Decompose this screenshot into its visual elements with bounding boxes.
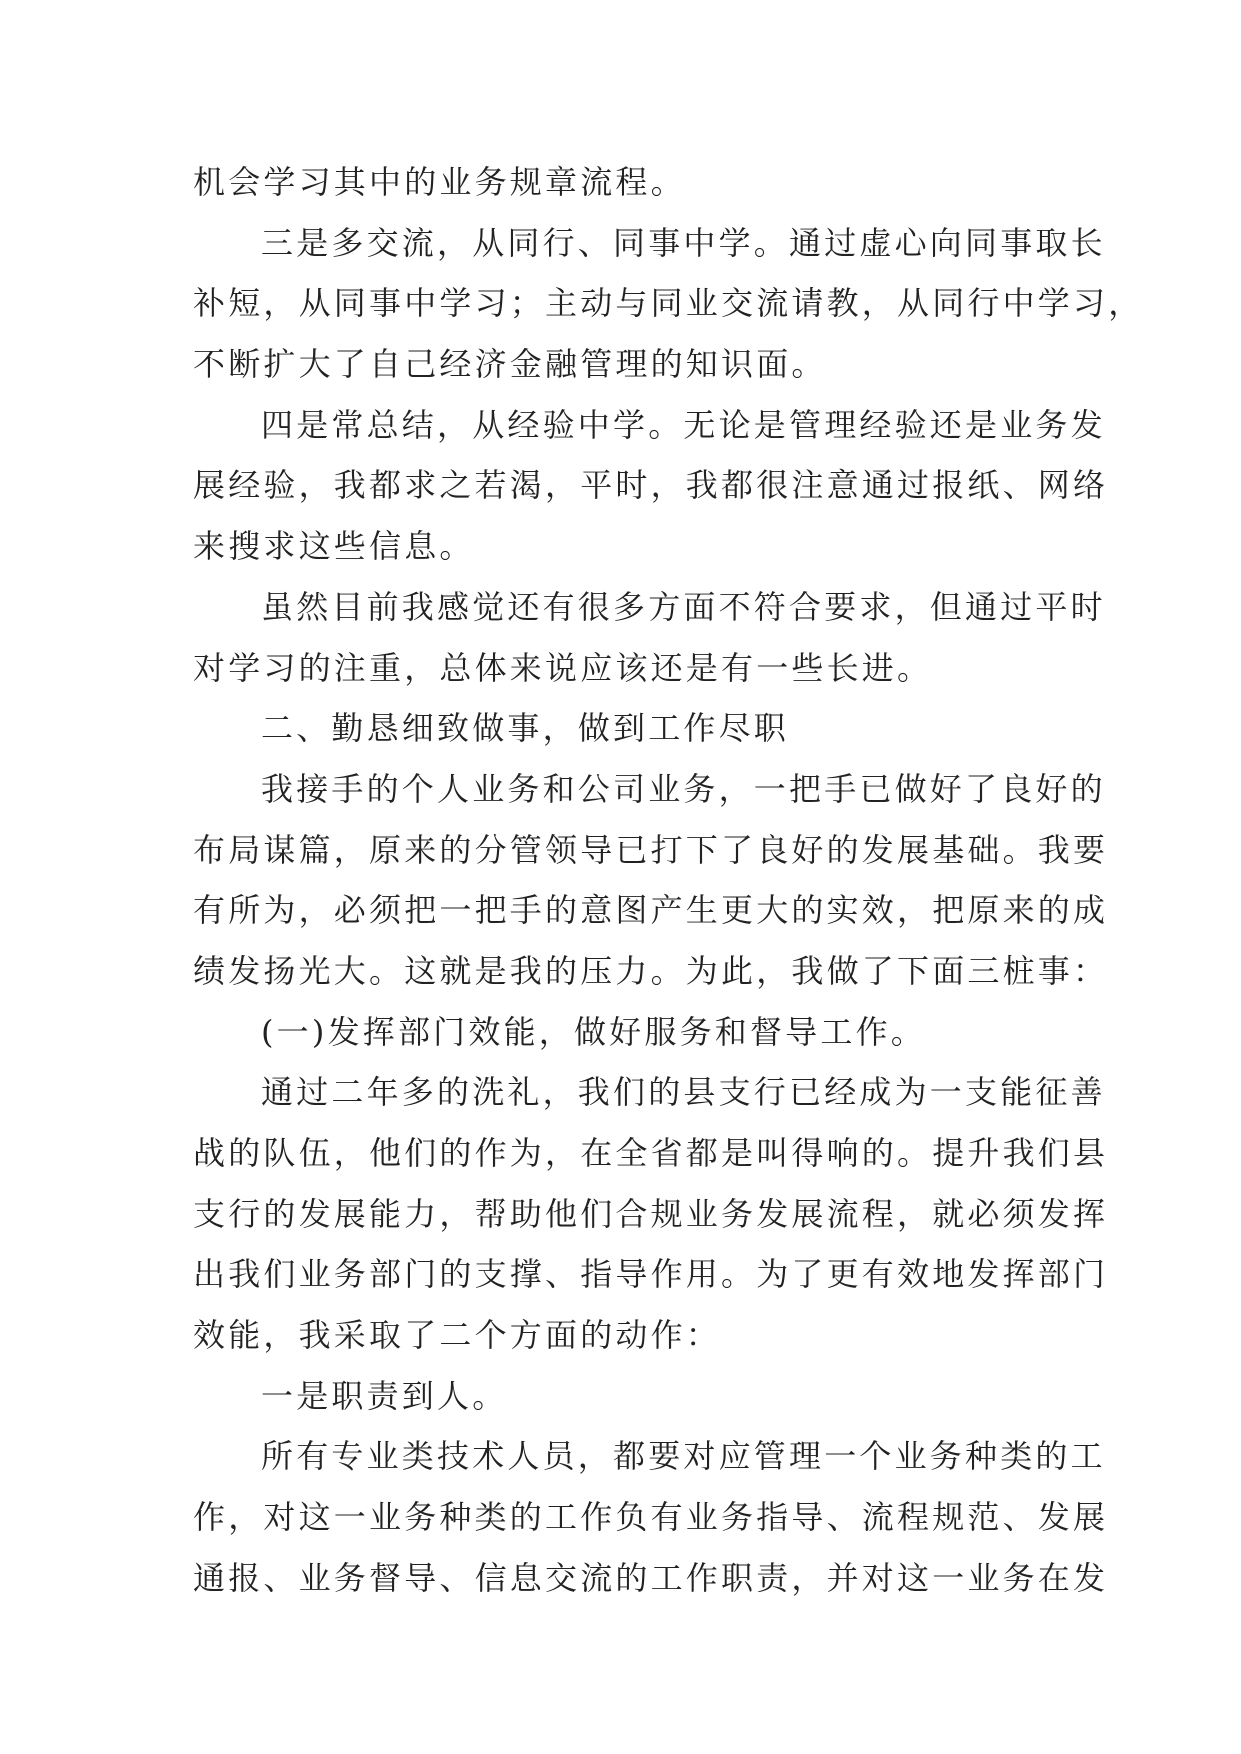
text-line: 有所为，必须把一把手的意图产生更大的实效，把原来的成 [193, 891, 1109, 930]
text-line: 布局谋篇，原来的分管领导已打下了良好的发展基础。我要 [193, 830, 1109, 869]
text-line: 通过二年多的洗礼，我们的县支行已经成为一支能征善 [261, 1073, 1106, 1112]
text-line: 二、勤恳细致做事，做到工作尽职 [261, 709, 790, 748]
text-line: 展经验，我都求之若渴，平时，我都很注意通过报纸、网络 [193, 466, 1109, 505]
text-line: 出我们业务部门的支撑、指导作用。为了更有效地发挥部门 [193, 1255, 1109, 1294]
text-line: 通报、业务督导、信息交流的工作职责，并对这一业务在发 [193, 1558, 1109, 1597]
text-line: 不断扩大了自己经济金融管理的知识面。 [193, 345, 827, 384]
text-line: 虽然目前我感觉还有很多方面不符合要求，但通过平时 [261, 587, 1106, 626]
text-line: 所有专业类技术人员，都要对应管理一个业务种类的工 [261, 1437, 1106, 1476]
text-line: 对学习的注重，总体来说应该还是有一些长进。 [193, 648, 933, 687]
text-line: 四是常总结，从经验中学。无论是管理经验还是业务发 [261, 405, 1106, 444]
text-line: 战的队伍，他们的作为，在全省都是叫得响的。提升我们县 [193, 1134, 1109, 1172]
text-line: 补短，从同事中学习；主动与同业交流请教，从同行中学习， [193, 284, 1144, 323]
text-line: 效能，我采取了二个方面的动作： [193, 1316, 722, 1355]
text-line: 我接手的个人业务和公司业务，一把手已做好了良好的 [261, 769, 1106, 808]
text-line: (一)发挥部门效能，做好服务和督导工作。 [261, 1012, 926, 1051]
document-body [193, 152, 1144, 1609]
text-line: 来搜求这些信息。 [193, 527, 475, 566]
text-line: 机会学习其中的业务规章流程。 [193, 163, 686, 201]
text-line: 一是职责到人。 [261, 1376, 508, 1415]
text-line: 绩发扬光大。这就是我的压力。为此，我做了下面三桩事： [193, 951, 1109, 990]
text-line: 三是多交流，从同行、同事中学。通过虚心向同事取长 [261, 223, 1106, 262]
text-line: 支行的发展能力，帮助他们合规业务发展流程，就必须发挥 [193, 1194, 1109, 1233]
text-line: 作，对这一业务种类的工作负有业务指导、流程规范、发展 [193, 1498, 1109, 1537]
